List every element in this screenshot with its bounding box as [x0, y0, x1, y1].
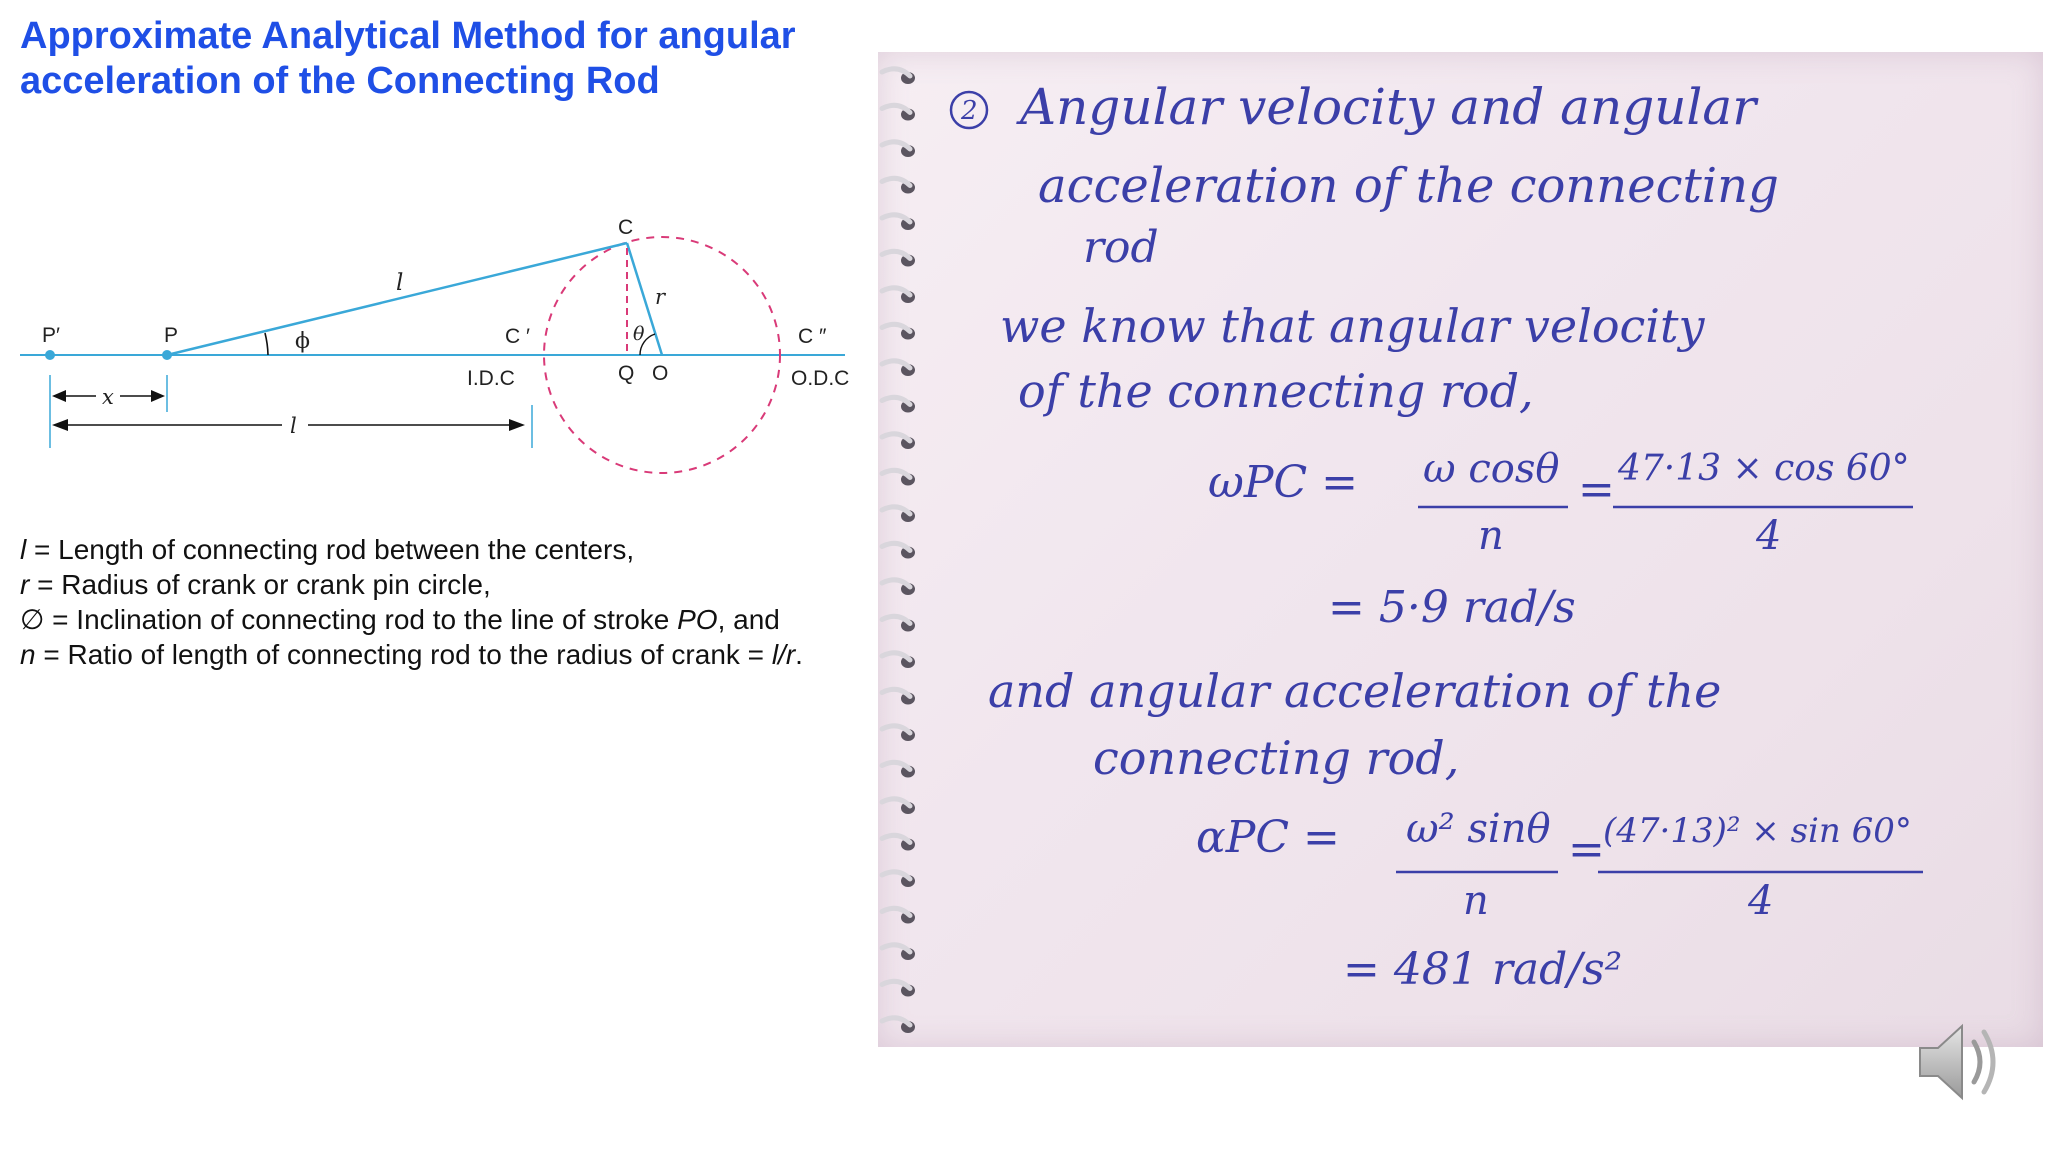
- omega-denominator-2: 4: [1756, 513, 1782, 559]
- label-p: P: [164, 324, 179, 347]
- omega-equals: =: [1578, 464, 1615, 515]
- handwritten-notes-image: [878, 52, 2043, 1047]
- x-arrow-right: [151, 390, 165, 402]
- alpha-result: = 481 rad/s²: [1343, 944, 1623, 995]
- alpha-equals: =: [1568, 824, 1605, 875]
- label-r: r: [655, 285, 666, 309]
- definition-l: l = Length of connecting rod between the centers,: [20, 534, 635, 565]
- label-c: C: [618, 216, 634, 239]
- para1-line-1: we know that angular velocity: [1000, 299, 1705, 353]
- omega-lhs: ωPC =: [1208, 457, 1359, 508]
- alpha-denominator: n: [1463, 878, 1489, 924]
- label-c-double-prime: C ″: [798, 325, 827, 348]
- omega-result: = 5·9 rad/s: [1328, 582, 1576, 633]
- title-line-2: acceleration of the Connecting Rod: [20, 60, 660, 102]
- point-p: [162, 350, 172, 360]
- definition-r: r = Radius of crank or crank pin circle,: [20, 569, 491, 600]
- l-arrow-right: [509, 419, 525, 431]
- label-p-prime: P′: [42, 324, 60, 347]
- heading-line-1: Angular velocity and angular: [1020, 78, 1757, 136]
- x-arrow-left: [52, 390, 66, 402]
- para2-line-2: connecting rod,: [1093, 731, 1460, 785]
- label-o: O: [652, 362, 669, 385]
- alpha-lhs: αPC =: [1196, 812, 1340, 863]
- label-l-dim: l: [290, 414, 297, 438]
- slide-title: [20, 14, 880, 104]
- alpha-numerator: ω² sinθ: [1406, 806, 1551, 852]
- heading-number: 2: [961, 96, 978, 126]
- label-q: Q: [618, 362, 635, 385]
- heading-line-2: acceleration of the connecting: [1038, 158, 1779, 214]
- l-arrow-left: [52, 419, 68, 431]
- heading-line-3: rod: [1083, 222, 1159, 273]
- definition-phi: ∅ = Inclination of connecting rod to the line of stroke PO, and: [20, 604, 780, 635]
- alpha-denominator-2: 4: [1748, 878, 1774, 924]
- label-theta: θ: [633, 323, 645, 345]
- handwritten-content: [878, 52, 2043, 1047]
- label-odc: O.D.C: [791, 367, 850, 390]
- omega-numerator: ω cosθ: [1423, 446, 1560, 492]
- phi-arc: [265, 333, 268, 355]
- label-l-rod: l: [396, 270, 404, 296]
- omega-numerator-2: 47·13 × cos 60°: [1618, 448, 1910, 489]
- label-phi: ϕ: [295, 329, 310, 354]
- speaker-icon[interactable]: [1910, 1012, 2010, 1112]
- label-idc: I.D.C: [467, 367, 515, 390]
- title-line-1: Approximate Analytical Method for angular: [20, 15, 796, 57]
- para1-line-2: of the connecting rod,: [1018, 364, 1534, 418]
- alpha-numerator-2: (47·13)² × sin 60°: [1603, 811, 1912, 851]
- omega-denominator: n: [1478, 513, 1504, 559]
- definitions: [20, 532, 880, 672]
- connecting-rod: [167, 243, 627, 355]
- point-p-prime: [45, 350, 55, 360]
- para2-line-1: and angular acceleration of the: [988, 664, 1722, 718]
- label-c-prime: C ′: [505, 325, 530, 348]
- slider-crank-diagram: [0, 200, 880, 500]
- label-x: x: [102, 385, 114, 409]
- definition-n: n = Ratio of length of connecting rod to the radius of crank = l/r.: [20, 639, 803, 670]
